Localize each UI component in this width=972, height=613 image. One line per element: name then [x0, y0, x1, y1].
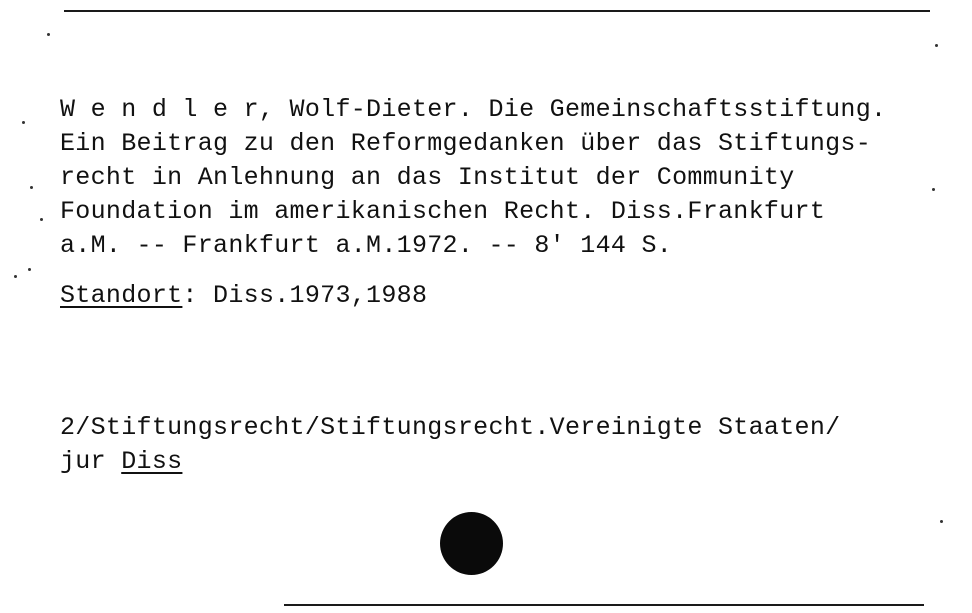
location-line: [60, 279, 427, 313]
bottom-border-line: [284, 604, 924, 606]
class-code-line: [60, 445, 182, 479]
entry-line-2: Ein Beitrag zu den Reformgedanken über das Stiftungs-: [60, 129, 872, 158]
speck: [28, 268, 31, 271]
speck: [935, 44, 938, 47]
speck: [47, 33, 50, 36]
punch-hole: [440, 512, 503, 575]
class-code: Diss: [121, 447, 183, 476]
speck: [14, 275, 17, 278]
location-value: Diss.1973,1988: [197, 281, 428, 310]
speck: [22, 121, 25, 124]
class-prefix: jur: [60, 447, 122, 476]
entry-line-5: a.M. -- Frankfurt a.M.1972. -- 8' 144 S.: [60, 231, 673, 260]
entry-line-4: Foundation im amerikanischen Recht. Diss.Frankfurt: [60, 197, 826, 226]
entry-line-1: W e n d l e r, Wolf-Dieter. Die Gemeinschaftsstiftung.: [60, 95, 887, 124]
entry-line-3: recht in Anlehnung an das Institut der Community: [60, 163, 795, 192]
location-label: Standort: [60, 281, 183, 310]
speck: [940, 520, 943, 523]
speck: [932, 188, 935, 191]
top-border-line: [64, 10, 930, 12]
classification-line: 2/Stiftungsrecht/Stiftungsrecht.Vereinigte Staaten/: [60, 413, 841, 442]
speck: [30, 186, 33, 189]
location-separator: :: [182, 281, 198, 310]
speck: [40, 218, 43, 221]
